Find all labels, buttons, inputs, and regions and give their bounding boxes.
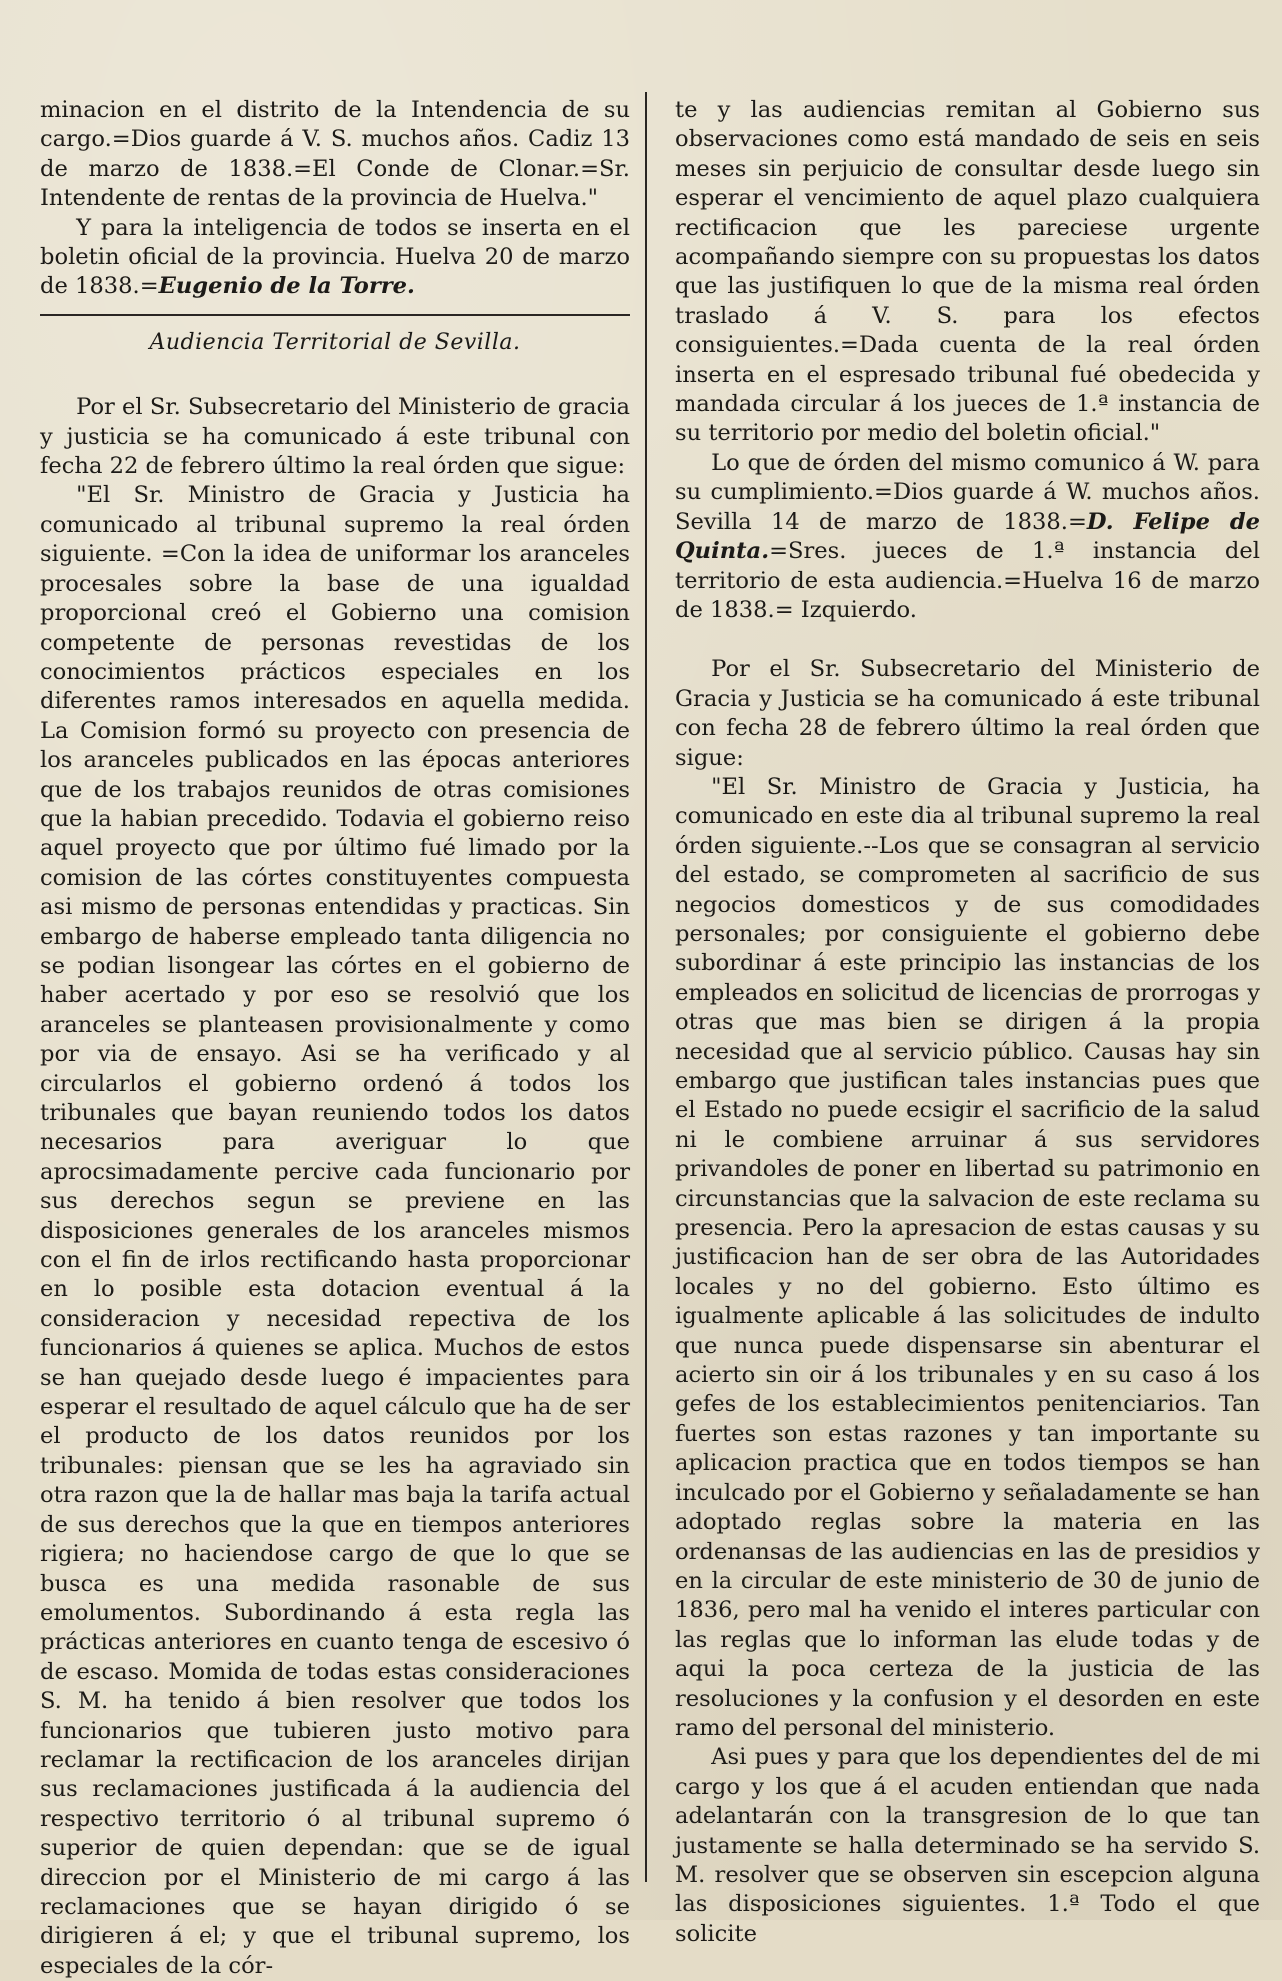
left-paragraph-4: "El Sr. Ministro de Gracia y Justicia ha comunicado al tribunal supremo la real órden siguiente. =Con la idea de uniformar los aranceles procesales sobre la base de una igualdad proporcional creó el Gobierno una comision competente de personas revestidas de los conocimientos prácticos especiales en los diferentes ramos interesados en aquella medida. La Comision formó su proyecto con presencia de los aranceles publicados en las épocas anteriores que de los trabajos reunidos de otras comisiones que la habian precedido. Todavia el gobierno reiso aquel proyecto que por último fué limado por la comision de las córtes constituyentes compuesta asi mismo de personas entendidas y practicas. Sin embargo de haberse empleado tanta diligencia no se podian lisongear las córtes en el gobierno de haber acertado y por eso se resolvió que los aranceles se planteasen provisionalmente y como por via de ensayo. Asi se ha verificado y al circularlos el gobierno ordenó á todos los tribunales que bayan reuniendo todos los datos necesarios para averiguar lo que aprocsimadamente percive cada funcionario por sus derechos segun se previene en las disposiciones generales de los aranceles mismos con el fin de irlos rectificando hasta proporcionar en lo posible esta dotacion eventual á la consideracion y necesidad repectiva de los funcionarios á quienes se aplica. Muchos de estos se han quejado desde luego é impacientes para esperar el resultado de aquel cálculo que ha de ser el producto de los datos reunidos por los tribunales: piensan que se les ha agraviado sin otra razon que la de hallar mas baja la tarifa actual de sus derechos que la que en tiempos anteriores rigiera; no haciendose cargo de que lo que se busca es una medida rasonable de sus emolumentos. Subordinando á esta regla las prácticas anteriores en cuanto tenga de escesivo ó de escaso. Momida de todas estas consideraciones S. M. ha tenido á bien resolver que todos los funcionarios que tubieren justo motivo para reclamar la rectificacion de los aranceles dirijan sus reclamaciones justificada á la audiencia del respectivo territorio ó al tribunal supremo ó superior de quien dependan: que se de igual direccion por el Ministerio de mi cargo á las reclamaciones que se hayan dirigido ó se dirigieren á el; y que el tribunal supremo, los especiales de la cór-	[40, 482, 630, 1979]
right-paragraph-2-end: =Sres. jueces de 1.ª instancia del territorio de esta audiencia.=Huelva 16 de marzo de 1838.= Izquierdo.	[675, 538, 1260, 623]
right-paragraph-2-start: Lo que de órden del mismo comunico á W. para su cumplimiento.=Dios guarde á W. muchos años. Sevilla 14 de marzo de 1838.=	[675, 449, 1260, 535]
left-paragraph-1: minacion en el distrito de la Intendencia de su cargo.=Dios guarde á V. S. muchos años. Cadiz 13 de marzo de 1838.=El Conde de Clonar.=Sr. Intendente de rentas de la provincia de Huelva."	[40, 97, 630, 212]
right-paragraph-1: te y las audiencias remitan al Gobierno sus observaciones como está mandado de seis en seis meses sin perjuicio de consultar desde luego sin esperar el vencimiento de aquel plazo cualquiera rectificacion que les pareciese urgente acompañando siempre con su propuestas los datos que las justifiquen lo que de la misma real órden traslado á V. S. para los efectos consiguientes.=Dada cuenta de la real órden inserta en el espresado tribunal fué obedecida y mandada circular á los jueces de 1.ª instancia de su territorio por medio del boletin oficial."	[675, 97, 1260, 447]
right-signature: D. Felipe de Quinta.	[675, 508, 1261, 565]
right-paragraph-4: "El Sr. Ministro de Gracia y Justicia, ha comunicado en este dia al tribunal supremo la real órden siguiente.--Los que se consagran al servicio del estado, se comprometen al sacrificio de sus negocios domesticos y de sus comodidades personales; por consiguiente el gobierno debe subordinar á este principio las instancias de los empleados en solicitud de licencias de prorrogas y otras que mas bien se dirigen á la propia necesidad que al servicio público. Causas hay sin embargo que justifican tales instancias pues que el Estado no puede ecsigir el sacrificio de la salud ni le combiene arruinar á sus servidores privandoles de poner en libertad su patrimonio en circunstancias que la salvacion de este reclama su presencia. Pero la apresacion de estas causas y su justificacion han de ser obra de las Autoridades locales y no del gobierno. Esto último es igualmente aplicable á las solicitudes de indulto que nunca puede dispensarse sin abenturar el acierto sin oir á los tribunales y en su caso á los gefes de los establecimientos penitenciarios. Tan fuertes son estas razones y tan importante su aplicacion practica que en todos tiempos se han inculcado por el Gobierno y señaladamente se han adoptado reglas sobre la materia en las ordenansas de las audiencias en las de presidios y en la circular de este ministerio de 30 de junio de 1836, pero mal ha venido el interes particular con las reglas que lo informan las elude todas y de aqui la poca certeza de la justicia de las resoluciones y la confusion y el desorden en este ramo del personal del ministerio.	[675, 773, 1260, 1741]
right-paragraph-2	[675, 449, 1260, 625]
left-paragraph-2	[40, 214, 630, 302]
section-divider	[40, 314, 630, 316]
left-signature: Eugenio de la Torre.	[158, 273, 415, 300]
left-column	[40, 96, 630, 1981]
right-paragraph-5: Asi pues y para que los dependientes del de mi cargo y los que á el acuden entiendan que nada adelantarán con la transgresion de lo que tan justamente se halla determinado se ha servido S. M. resolver que se observen sin escepcion alguna las disposiciones siguientes. 1.ª Todo el que solicite	[675, 1744, 1260, 1947]
column-divider	[645, 92, 647, 1882]
right-paragraph-3: Por el Sr. Subsecretario del Ministerio de Gracia y Justicia se ha comunicado á este tribunal con fecha 28 de febrero último la real órden que sigue:	[675, 656, 1260, 771]
section-title: Audiencia Territorial de Sevilla.	[149, 329, 521, 355]
left-paragraph-2-text: Y para la inteligencia de todos se inserta en el boletin oficial de la provincia. Huelva 20 de marzo de 1838.=	[40, 214, 630, 300]
left-paragraph-3: Por el Sr. Subsecretario del Ministerio de gracia y justicia se ha comunicado á este tribunal con fecha 22 de febrero último la real órden que sigue:	[40, 394, 630, 480]
right-column	[675, 96, 1260, 1949]
